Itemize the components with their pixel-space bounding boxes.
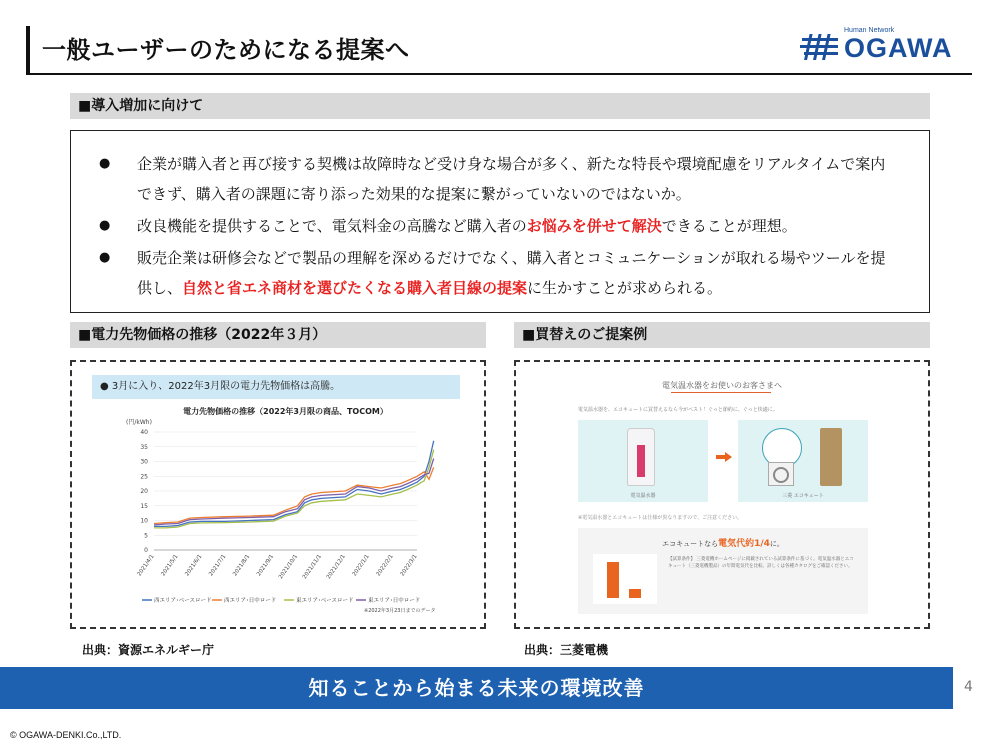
new-cost-bar — [629, 589, 641, 598]
page-title: 一般ユーザーのためになる提案へ — [42, 36, 410, 64]
chart-xtick-label: 2021/8/1 — [232, 553, 252, 578]
logo-tagline: Human Network — [844, 27, 895, 34]
chart-ytick-label: 20 — [140, 488, 148, 495]
chart-legend-label: 東エリア･ベースロード — [296, 598, 354, 604]
proposal-figure-title: 電気温水器をお使いのお客さまへ — [662, 381, 782, 390]
proposal-title-underline — [671, 392, 771, 393]
old-heater-caption: 電気温水器 — [630, 493, 656, 499]
chart-xtick-label: 2021/12/1 — [325, 553, 347, 581]
chart-title: 電力先物価格の推移（2022年3月限の商品、TOCOM） — [183, 407, 388, 416]
water-heater-image — [627, 428, 655, 486]
chart-note-text: 3月に入り、2022年3月限の電力先物価格は高騰。 — [111, 381, 341, 392]
savings-title-suffix: に。 — [769, 540, 784, 548]
page-number: 4 — [964, 679, 973, 695]
proposal-intro-text: 電気温水器を、エコキュートに買替えるなら今がベスト！ぐっと節約に、ぐっと快適に。 — [578, 407, 778, 413]
chart-xtick-label: 2021/7/1 — [208, 553, 228, 578]
chart-xtick-label: 2021/5/1 — [160, 553, 180, 578]
chart-ytick-label: 5 — [144, 532, 148, 540]
title-divider — [26, 73, 972, 75]
bullet-icon: ● — [99, 250, 111, 265]
savings-title-prefix: エコキュートなら — [662, 540, 719, 548]
ecocute-caption: 三菱 エコキュート — [782, 493, 824, 499]
proposal-figure-box — [514, 360, 930, 629]
intro-bullet-1 — [99, 149, 899, 209]
chart-legend-label: 東エリア･日中ロード — [368, 598, 421, 604]
savings-title — [578, 536, 868, 549]
proposal-source: 出典：三菱電機 — [524, 643, 609, 657]
savings-description: 【試算条件】 三菱電機ホームページに掲載されている試算条件に基づく。電気温水器とエコキュート（三菱電機製品）の年間電気代を比較。詳しくは各種カタログをご確認ください。 — [668, 557, 854, 569]
intro-heading: ■導入増加に向けて — [70, 93, 930, 119]
savings-title-highlight: 電気代約1/4 — [718, 539, 770, 549]
bullet-highlight: 自然と省エネ商材を選びたくなる購入者目線の提案 — [182, 279, 528, 297]
chart-series-line — [154, 467, 434, 523]
chart-ytick-label: 35 — [140, 443, 148, 451]
chart-xtick-label: 2021/9/1 — [256, 553, 276, 578]
chart-xtick-label: 2022/2/1 — [375, 553, 395, 578]
chart-ytick-label: 0 — [144, 547, 148, 554]
old-cost-bar — [607, 562, 619, 598]
chart-ytick-label: 25 — [140, 473, 148, 481]
bullet-icon: ● — [99, 156, 111, 171]
bullet-highlight: お悩みを併せて解決 — [526, 217, 662, 235]
savings-mini-chart — [593, 554, 657, 604]
logo-wordmark: OGAWA — [844, 33, 953, 63]
chart-xtick-label: 2021/6/1 — [184, 553, 204, 578]
bullet-icon: ● — [99, 218, 111, 233]
price-source: 出典：資源エネルギー庁 — [82, 643, 215, 657]
heat-pump-unit-image — [768, 462, 794, 486]
chart-xtick-label: 2022/1/1 — [351, 553, 371, 578]
bullet-text: 企業が購入者と再び接する契機は故障時など受け身な場合が多く、新たな特長や環境配慮をリアルタイムで案内できず、購入者の課題に寄り添った効果的な提案に繋がっていないのではないか。 — [137, 155, 886, 203]
company-logo — [800, 26, 975, 66]
chart-xtick-label: 2022/3/1 — [399, 553, 419, 578]
ecocute-panel — [738, 420, 868, 502]
intro-bullet-2 — [99, 211, 899, 241]
chart-xtick-label: 2021/11/1 — [301, 553, 324, 581]
bullet-text-before: 販売企業は研修会などで製品の理解を深めるだけでなく、購入者とコミュニケーションが取れる場やツールを提供し、 — [137, 249, 886, 297]
price-line-chart — [72, 402, 484, 627]
chart-ytick-label: 30 — [140, 458, 148, 466]
bullet-text-after: に生かすことが求められる。 — [527, 279, 723, 297]
bullet-text-before: 改良機能を提供することで、電気料金の高騰など購入者の — [137, 217, 527, 235]
price-chart-box — [70, 360, 486, 629]
intro-box — [70, 130, 930, 313]
footer-banner: 知ることから始まる未来の環境改善 — [0, 667, 953, 709]
logo-mark-icon — [800, 32, 840, 62]
storage-tank-image — [820, 428, 842, 486]
chart-note-banner: ● 3月に入り、2022年3月限の電力先物価格は高騰。 — [92, 375, 460, 399]
chart-ytick-label: 40 — [140, 429, 148, 436]
chart-ytick-label: 15 — [140, 502, 148, 510]
chart-legend-label: 西エリア･日中ロード — [224, 598, 277, 604]
intro-bullet-list — [99, 149, 899, 303]
chart-xtick-label: 2021/10/1 — [278, 553, 300, 581]
savings-panel — [578, 528, 868, 614]
bullet-text-after: できることが理想。 — [661, 217, 797, 235]
copyright-text: © OGAWA-DENKI.Co.,LTD. — [10, 730, 122, 740]
proposal-heading: ■買替えのご提案例 — [514, 322, 930, 348]
chart-ylabel: (円/kWh) — [126, 419, 152, 426]
chart-xtick-label: 2021/4/1 — [136, 553, 156, 578]
chart-legend-label: 西エリア･ベースロード — [154, 598, 212, 604]
price-heading: ■電力先物価格の推移（2022年３月） — [70, 322, 486, 348]
arrow-right-icon — [716, 452, 732, 462]
proposal-note: ※電気温水器とエコキュートは仕様が異なりますので、ご注意ください。 — [578, 515, 743, 521]
title-accent-bar — [26, 26, 30, 74]
chart-footnote: ※2022年3月23日までのデータ — [364, 608, 436, 614]
intro-bullet-3 — [99, 243, 899, 303]
old-heater-panel — [578, 420, 708, 502]
chart-ytick-label: 10 — [140, 517, 148, 525]
